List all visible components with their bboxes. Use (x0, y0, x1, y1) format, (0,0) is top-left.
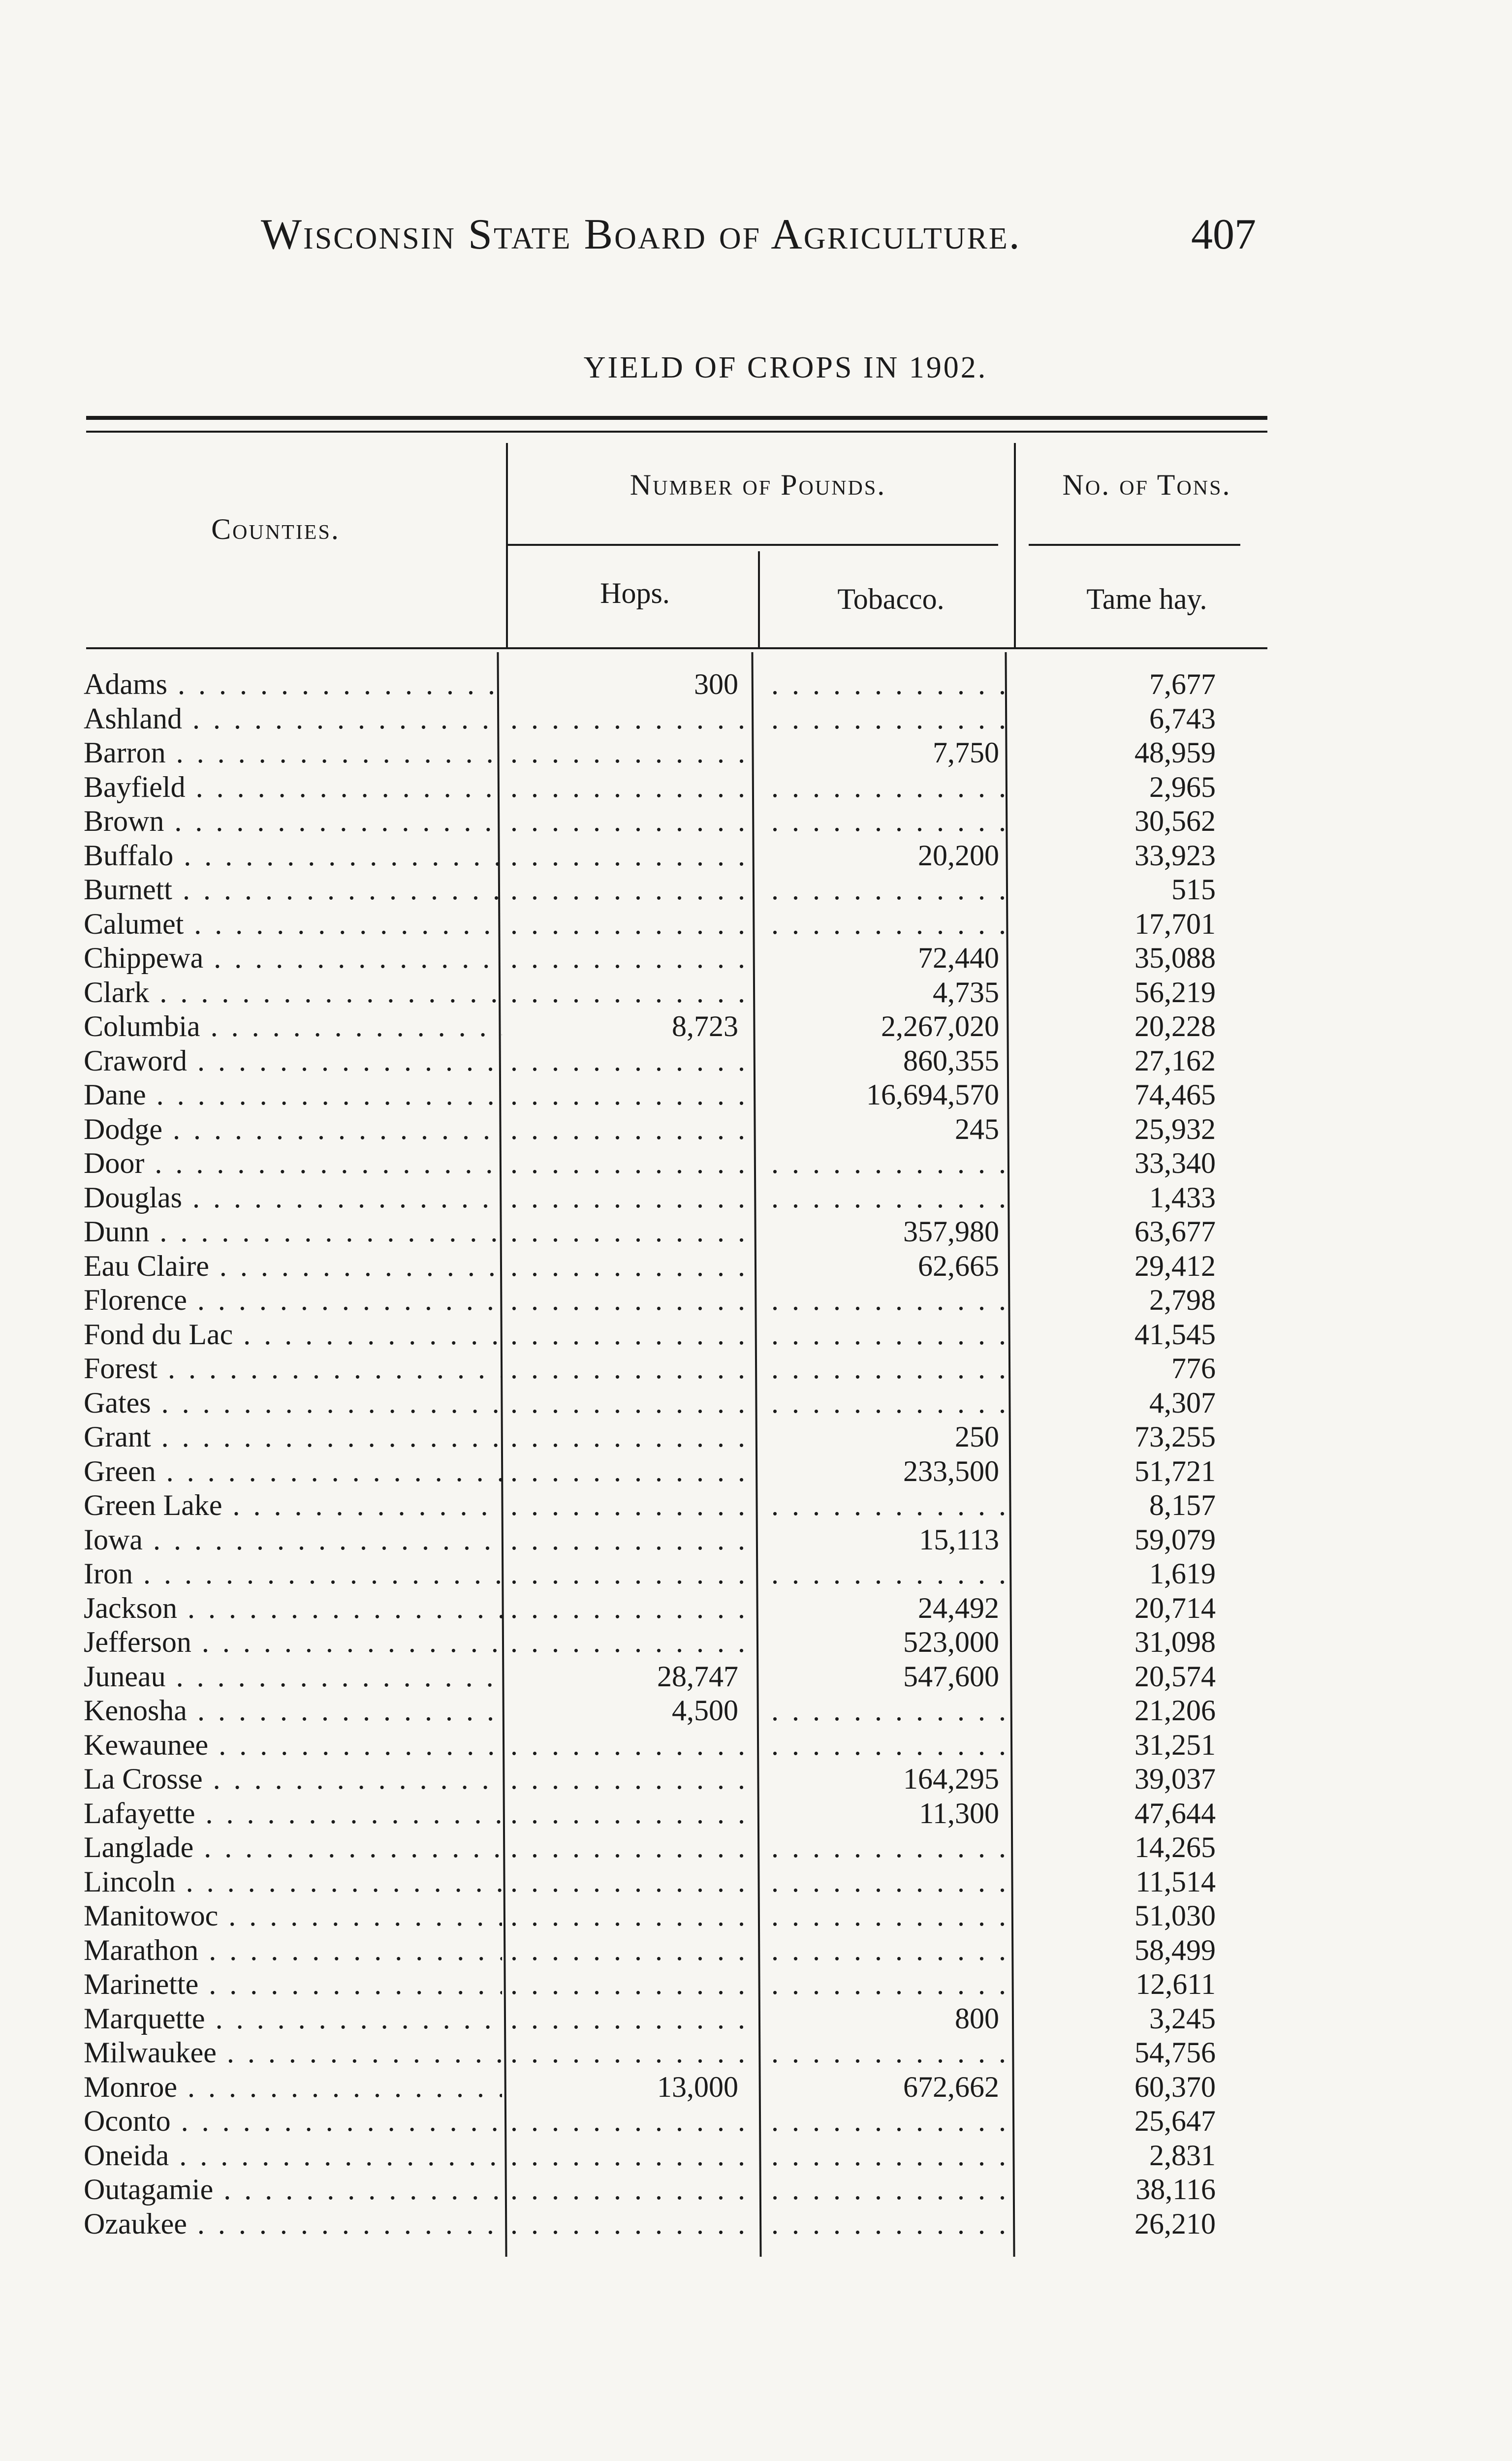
hops-value (512, 1488, 748, 1522)
tame-hay-value: 51,721 (1134, 1455, 1216, 1487)
tobacco-value: 800 (955, 2002, 999, 2035)
hops-value (512, 1249, 748, 1283)
tame-hay-value: 73,255 (1134, 1420, 1216, 1453)
tobacco-value (768, 667, 1009, 701)
tame-hay-value: 21,206 (1134, 1694, 1216, 1727)
hops-value (512, 1214, 748, 1249)
tame-hay-value: 4,307 (1149, 1387, 1216, 1419)
county-name: Gates . . . (84, 1386, 502, 1420)
hops-value (512, 2035, 748, 2070)
tobacco-value (768, 1317, 1009, 1352)
county-name: Oconto . . . (84, 2104, 502, 2138)
tame-hay-value: 31,098 (1134, 1626, 1216, 1658)
tobacco-value: 547,600 (903, 1660, 999, 1693)
table-row (0, 1796, 1512, 1830)
tame-hay-value: 2,831 (1149, 2139, 1216, 2172)
tame-hay-value: 1,433 (1149, 1181, 1216, 1214)
hops-value (512, 2138, 748, 2173)
tobacco-value: 245 (955, 1113, 999, 1145)
table-row (0, 2172, 1512, 2207)
tobacco-value: 62,665 (918, 1250, 999, 1282)
hops-value (512, 1351, 748, 1386)
table-row (0, 1864, 1512, 1899)
table-row (0, 2001, 1512, 2036)
tame-hay-value: 74,465 (1134, 1078, 1216, 1111)
hops-value (512, 1386, 748, 1420)
tobacco-value (768, 1967, 1009, 2001)
county-name: Eau Claire . . . (84, 1249, 502, 1283)
tame-hay-value: 47,644 (1134, 1797, 1216, 1830)
tame-hay-value: 38,116 (1135, 2173, 1216, 2206)
tobacco-value (768, 770, 1009, 804)
tame-hay-value: 60,370 (1134, 2071, 1216, 2103)
county-name: Clark . . . (84, 975, 502, 1010)
tame-hay-value: 54,756 (1134, 2036, 1216, 2069)
county-name: Jefferson . . . (84, 1625, 502, 1659)
header-hops: Hops. (600, 577, 670, 609)
county-name: Grant . . . (84, 1420, 502, 1454)
tame-hay-value: 56,219 (1134, 976, 1216, 1009)
county-name: Buffalo . . . (84, 838, 502, 873)
tame-hay-value: 27,162 (1134, 1044, 1216, 1077)
tame-hay-value: 63,677 (1134, 1215, 1216, 1248)
tame-hay-value: 6,743 (1149, 702, 1216, 735)
tame-hay-value: 20,228 (1134, 1010, 1216, 1042)
county-name: Columbia . . . (84, 1009, 502, 1043)
tobacco-value (768, 1146, 1009, 1180)
tobacco-value (768, 2138, 1009, 2173)
county-name: Dunn . . . (84, 1214, 502, 1249)
hops-value (512, 804, 748, 838)
running-head (0, 201, 1512, 275)
tame-hay-value: 59,079 (1134, 1523, 1216, 1556)
tobacco-value (768, 2104, 1009, 2138)
table-row (0, 1077, 1512, 1112)
hops-value (512, 2001, 748, 2036)
tame-hay-value: 33,923 (1134, 839, 1216, 872)
county-name: Florence . . . (84, 1283, 502, 1317)
county-name: Ozaukee . . . (84, 2207, 502, 2241)
tobacco-value (768, 907, 1009, 941)
tame-hay-value: 25,932 (1134, 1113, 1216, 1145)
county-name: Marinette . . . (84, 1967, 502, 2001)
hops-value (512, 1796, 748, 1830)
table-row (0, 1317, 1512, 1352)
table-row (0, 1214, 1512, 1249)
tame-hay-value: 7,677 (1149, 668, 1216, 700)
county-name: Dodge . . . (84, 1112, 502, 1146)
table-row (0, 1659, 1512, 1694)
hops-value (512, 1180, 748, 1215)
tame-hay-value: 8,157 (1149, 1489, 1216, 1521)
tame-hay-value: 12,611 (1135, 1968, 1216, 2000)
table-row (0, 1728, 1512, 1762)
hops-value (512, 1728, 748, 1762)
hops-value (512, 941, 748, 975)
county-name: Dane . . . (84, 1077, 502, 1112)
tobacco-value: 20,200 (918, 839, 999, 872)
header-pounds-group: Number of Pounds. (630, 469, 886, 501)
tobacco-value (768, 1283, 1009, 1317)
table-row (0, 1625, 1512, 1659)
hops-value (512, 1830, 748, 1864)
table-row (0, 1386, 1512, 1420)
hops-value (512, 1454, 748, 1488)
tame-hay-value: 17,701 (1134, 908, 1216, 940)
county-name: La Crosse . . . (84, 1762, 502, 1796)
county-name: Jackson . . . (84, 1591, 502, 1625)
table-row (0, 1146, 1512, 1180)
tobacco-value: 24,492 (918, 1592, 999, 1624)
table-row (0, 907, 1512, 941)
tame-hay-value: 51,030 (1134, 1899, 1216, 1932)
tobacco-value (768, 1728, 1009, 1762)
tobacco-value: 15,113 (919, 1523, 999, 1556)
hops-value (512, 975, 748, 1010)
tobacco-value: 523,000 (903, 1626, 999, 1658)
hops-value (512, 1283, 748, 1317)
header-divider-tons (1014, 443, 1016, 647)
tobacco-value (768, 2207, 1009, 2241)
hops-value (512, 1864, 748, 1899)
table-row (0, 2138, 1512, 2173)
county-name: Lafayette . . . (84, 1796, 502, 1830)
hops-value (512, 1933, 748, 1967)
tame-hay-value: 11,514 (1135, 1865, 1216, 1898)
tame-hay-value: 39,037 (1134, 1763, 1216, 1795)
hops-value: 28,747 (657, 1660, 738, 1693)
county-name: Monroe . . . (84, 2070, 502, 2104)
tobacco-value (768, 804, 1009, 838)
hops-value (512, 1898, 748, 1933)
county-name: Outagamie . . . (84, 2172, 502, 2207)
tobacco-value: 11,300 (919, 1797, 999, 1830)
hops-value (512, 735, 748, 770)
hops-value (512, 838, 748, 873)
header-divider-hops (758, 551, 760, 647)
county-name: Manitowoc . . . (84, 1898, 502, 1933)
table-row (0, 1043, 1512, 1078)
tame-hay-value: 58,499 (1134, 1934, 1216, 1966)
tobacco-value: 672,662 (903, 2071, 999, 2103)
tobacco-value: 2,267,020 (881, 1010, 999, 1042)
table-row (0, 1693, 1512, 1728)
top-rule-thin (86, 431, 1267, 433)
hops-value (512, 1146, 748, 1180)
top-rule-thick (86, 416, 1267, 420)
hops-value (512, 1317, 748, 1352)
tobacco-value (768, 1830, 1009, 1864)
tame-hay-value: 48,959 (1134, 736, 1216, 769)
tame-hay-value: 29,412 (1134, 1250, 1216, 1282)
table-row (0, 1283, 1512, 1317)
county-name: Adams . . . (84, 667, 502, 701)
county-name: Bayfield . . . (84, 770, 502, 804)
tame-hay-value: 14,265 (1134, 1831, 1216, 1863)
tame-hay-value: 776 (1171, 1352, 1216, 1385)
tobacco-value (768, 872, 1009, 907)
hops-value (512, 1077, 748, 1112)
county-name: Door . . . (84, 1146, 502, 1180)
tobacco-value (768, 1933, 1009, 1967)
table-row (0, 735, 1512, 770)
county-name: Oneida . . . (84, 2138, 502, 2173)
table-row (0, 1180, 1512, 1215)
tobacco-value: 164,295 (903, 1763, 999, 1795)
table-title: YIELD OF CROPS IN 1902. (583, 351, 988, 384)
tame-hay-value: 30,562 (1134, 805, 1216, 837)
tobacco-value (768, 1351, 1009, 1386)
header-tons-group: No. of Tons. (1062, 469, 1231, 501)
county-name: Brown . . . (84, 804, 502, 838)
pounds-group-underline (506, 544, 998, 546)
hops-value (512, 1112, 748, 1146)
table-row (0, 2104, 1512, 2138)
county-name: Ashland . . . (84, 701, 502, 736)
table-row (0, 701, 1512, 736)
county-name: Chippewa . . . (84, 941, 502, 975)
hops-value: 13,000 (657, 2071, 738, 2103)
table-row (0, 1591, 1512, 1625)
hops-value (512, 2104, 748, 2138)
county-name: Green Lake . . . (84, 1488, 502, 1522)
county-name: Kenosha . . . (84, 1693, 502, 1728)
hops-value: 300 (694, 668, 738, 700)
county-name: Marathon . . . (84, 1933, 502, 1967)
tobacco-value (768, 1386, 1009, 1420)
table-row (0, 1830, 1512, 1864)
table-row (0, 1420, 1512, 1454)
table-row (0, 1454, 1512, 1488)
table-row (0, 975, 1512, 1010)
table-row (0, 2207, 1512, 2241)
tobacco-value (768, 1488, 1009, 1522)
table-row (0, 1898, 1512, 1933)
hops-value (512, 1967, 748, 2001)
tobacco-value: 860,355 (903, 1044, 999, 1077)
tame-hay-value: 2,965 (1149, 771, 1216, 803)
table-row (0, 1762, 1512, 1796)
county-name: Calumet . . . (84, 907, 502, 941)
county-name: Lincoln . . . (84, 1864, 502, 1899)
table-row (0, 1249, 1512, 1283)
hops-value (512, 1762, 748, 1796)
header-bottom-rule (86, 647, 1267, 649)
tame-hay-value: 20,574 (1134, 1660, 1216, 1693)
county-name: Forest . . . (84, 1351, 502, 1386)
tobacco-value (768, 1180, 1009, 1215)
tobacco-value: 250 (955, 1420, 999, 1453)
table-row (0, 838, 1512, 873)
tobacco-value: 72,440 (918, 942, 999, 974)
hops-value (512, 1420, 748, 1454)
county-name: Juneau . . . (84, 1659, 502, 1694)
table-row (0, 941, 1512, 975)
page-number: 407 (1191, 211, 1256, 258)
tobacco-value (768, 1693, 1009, 1728)
tame-hay-value: 25,647 (1134, 2105, 1216, 2137)
county-name: Fond du Lac . . . (84, 1317, 502, 1352)
tame-hay-value: 2,798 (1149, 1284, 1216, 1316)
hops-value (512, 1556, 748, 1591)
tobacco-value: 4,735 (933, 976, 999, 1009)
header-tame-hay: Tame hay. (1086, 583, 1207, 615)
tame-hay-value: 20,714 (1134, 1592, 1216, 1624)
tobacco-value (768, 1864, 1009, 1899)
hops-value (512, 770, 748, 804)
table-row (0, 1009, 1512, 1043)
hops-value (512, 1625, 748, 1659)
tobacco-value: 233,500 (903, 1455, 999, 1487)
county-name: Green . . . (84, 1454, 502, 1488)
table-row (0, 1112, 1512, 1146)
tame-hay-value: 515 (1171, 873, 1216, 906)
tobacco-value (768, 2035, 1009, 2070)
tame-hay-value: 35,088 (1134, 942, 1216, 974)
hops-value (512, 872, 748, 907)
hops-value (512, 1043, 748, 1078)
header-tobacco: Tobacco. (837, 583, 945, 615)
tobacco-value (768, 701, 1009, 736)
hops-value: 4,500 (672, 1694, 738, 1727)
table-row (0, 770, 1512, 804)
hops-value (512, 2172, 748, 2207)
county-name: Iron . . . (84, 1556, 502, 1591)
tame-hay-value: 31,251 (1134, 1729, 1216, 1761)
hops-value (512, 2207, 748, 2241)
header-counties: Counties. (211, 513, 340, 545)
county-name: Iowa . . . (84, 1522, 502, 1557)
hops-value (512, 1522, 748, 1557)
table-row (0, 1556, 1512, 1591)
table-row (0, 804, 1512, 838)
table-row (0, 1933, 1512, 1967)
table-row (0, 667, 1512, 701)
table-row (0, 1967, 1512, 2001)
county-name: Douglas . . . (84, 1180, 502, 1215)
running-title: Wisconsin State Board of Agriculture. (261, 211, 1021, 258)
tame-hay-value: 1,619 (1149, 1557, 1216, 1590)
tobacco-value (768, 1898, 1009, 1933)
table-row (0, 872, 1512, 907)
tobacco-value (768, 2172, 1009, 2207)
table-row (0, 2070, 1512, 2104)
county-name: Langlade . . . (84, 1830, 502, 1864)
county-name: Barron . . . (84, 735, 502, 770)
county-name: Craword . . . (84, 1043, 502, 1078)
county-name: Marquette . . . (84, 2001, 502, 2036)
tons-group-underline (1029, 544, 1240, 546)
table-row (0, 1522, 1512, 1557)
tame-hay-value: 41,545 (1134, 1318, 1216, 1351)
county-name: Milwaukee . . . (84, 2035, 502, 2070)
table-row (0, 1351, 1512, 1386)
table-row (0, 2035, 1512, 2070)
tame-hay-value: 26,210 (1134, 2208, 1216, 2240)
tame-hay-value: 3,245 (1149, 2002, 1216, 2035)
tobacco-value (768, 1556, 1009, 1591)
hops-value (512, 701, 748, 736)
hops-value (512, 907, 748, 941)
hops-value: 8,723 (672, 1010, 738, 1042)
tobacco-value: 7,750 (933, 736, 999, 769)
hops-value (512, 1591, 748, 1625)
tobacco-value: 16,694,570 (866, 1078, 999, 1111)
county-name: Kewaunee . . . (84, 1728, 502, 1762)
table-row (0, 1488, 1512, 1522)
tame-hay-value: 33,340 (1134, 1147, 1216, 1179)
county-name: Burnett . . . (84, 872, 502, 907)
tobacco-value: 357,980 (903, 1215, 999, 1248)
